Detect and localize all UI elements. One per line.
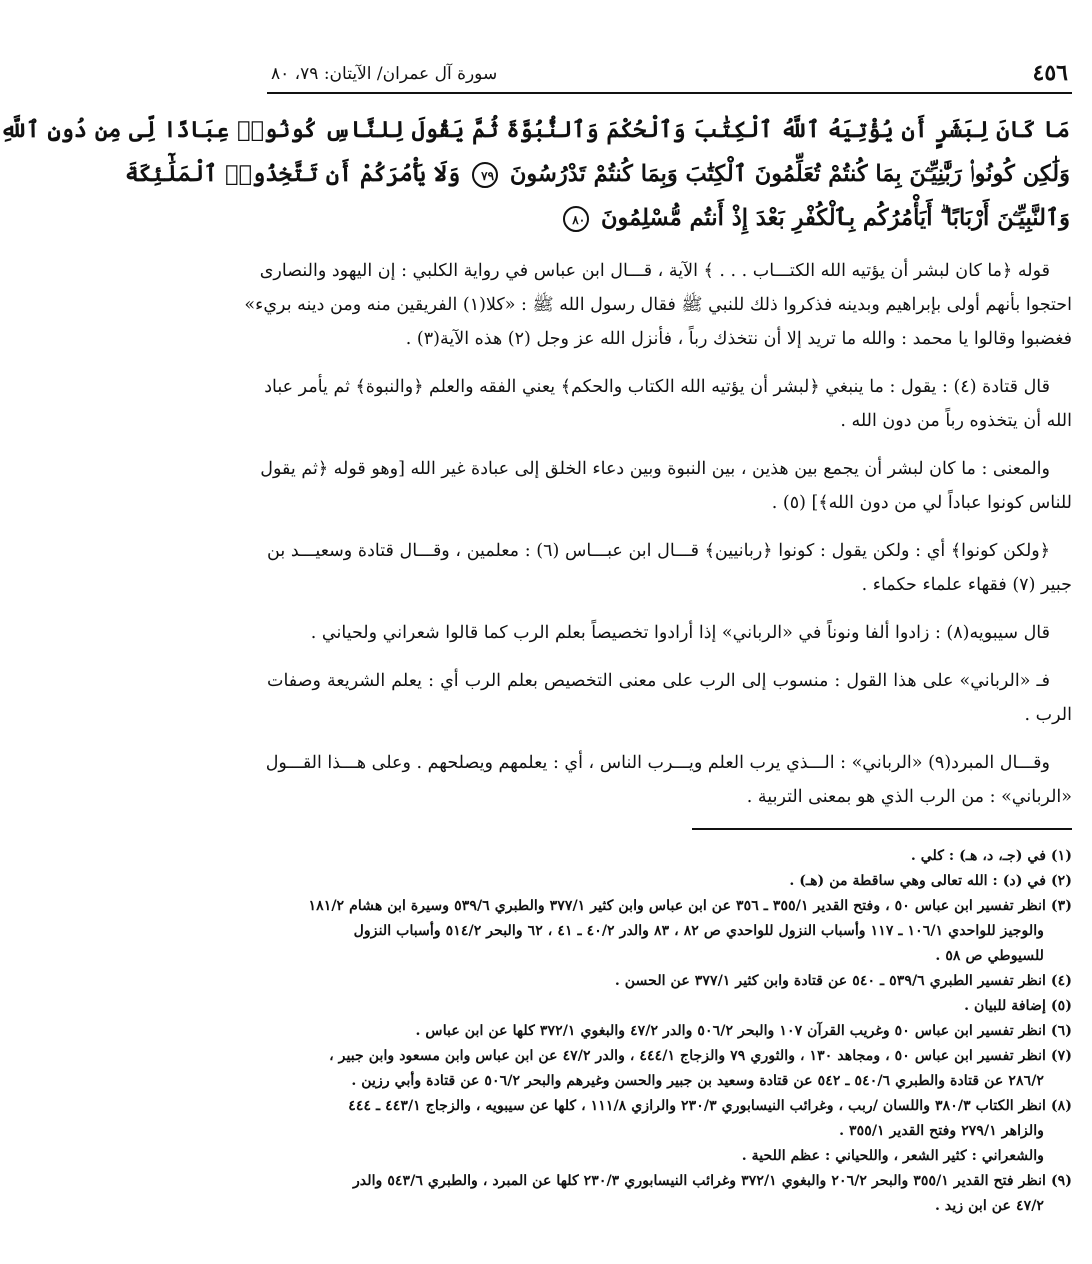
quran-verses [0, 108, 1072, 240]
text-line: والمعنى : ما كان لبشر أن يجمع بين هذين ، بين النبوة وبين دعاء الخلق إلى عبادة غير الله [وهو قوله ﴿ثم يقول [260, 459, 1050, 479]
footnote-line: والوجيز للواحدي ١٠٦/١ ـ ١١٧ وأسباب النزول للواحدي ص ٨٢ ، ٨٣ والدر ٤٠/٢ ـ ٤١ ، ٦٢ والبحر ٥١٤/٢ وأسباب النزول [353, 923, 1044, 939]
text-line: قوله ﴿ما كان لبشر أن يؤتيه الله الكتـــاب . . . ﴾ الآية ، قـــال ابن عباس في رواية الكلبي : إن اليهود والنصارى [259, 261, 1050, 281]
paragraph [267, 746, 1072, 814]
paragraph [267, 534, 1072, 602]
commentary [244, 254, 1072, 814]
quran-text: مَا كَانَ لِبَشَرٍ أَن يُؤْتِيَهُ ٱللَّهُ ٱلْكِتَٰبَ وَٱلْحُكْمَ وَٱلنُّبُوَّةَ ثُمَّ يَقُولَ لِلنَّاسِ كُونُوا۟ عِبَادًا لِّى مِن دُونِ ٱللَّهِ [0, 117, 1070, 143]
text-line: الله أن يتخذوه رباً من دون الله . [840, 411, 1072, 431]
text-line: قال قتادة (٤) : يقول : ما ينبغي ﴿لبشر أن يؤتيه الله الكتاب والحكم﴾ يعني الفقه والعلم ﴿والنبوة﴾ ثم يأمر عباد [264, 377, 1050, 397]
footnote-line: ٢٨٦/٢ عن قتادة والطبري ٥٤٠/٦ ـ ٥٤٢ عن قتادة وسعيد بن جبير والحسن وغيرهم والبحر ٥٠٦/٢ عن قتادة وأبي رزين . [351, 1073, 1044, 1089]
text-line: فـ «الرباني» على هذا القول : منسوب إلى الرب على معنى التخصيص بعلم الرب أي : يعلم الشريعة وصفات [267, 671, 1050, 691]
paragraph [260, 452, 1072, 520]
quran-text: وَلَا يَأْمُرَكُمْ أَن تَتَّخِذُوا۟ ٱلْمَلَٰٓئِكَةَ [124, 161, 461, 187]
quran-line-3 [269, 196, 1070, 240]
footnote-4 [267, 969, 1072, 994]
footnote-5 [267, 994, 1072, 1019]
paragraph [244, 254, 1072, 356]
text-line: جبير (٧) فقهاء علماء حكماء . [861, 575, 1072, 595]
text-line: فغضبوا وقالوا يا محمد : والله ما تريد إلا أن نتخذك رباً ، فأنزل الله عز وجل (٢) هذه الآية(٣) . [405, 329, 1072, 349]
footnote-line: (٧) انظر تفسير ابن عباس ٥٠ ، ومجاهد ١٣٠ ، والثوري ٧٩ والزجاج ٤٤٤/١ ، والدر ٤٧/٢ عن ابن عباس وابن مسعود وابن جبير ، [329, 1048, 1072, 1064]
quran-line-2 [124, 152, 1070, 196]
text-line: وقـــال المبرد(٩) «الرباني» : الـــذي يرب العلم ويـــرب الناس ، أي : يعلمهم ويصلحهم . وعلى هـــذا القـــول [265, 753, 1050, 773]
footnote-line: (٥) إضافة للبيان . [964, 998, 1072, 1014]
text-line: قال سيبويه(٨) : زادوا ألفا ونوناً في «الرباني» إذا أرادوا تخصيصاً بعلم الرب كما قالوا شعراني ولحياني . [310, 623, 1050, 643]
paragraph [264, 370, 1072, 438]
paragraph [267, 664, 1072, 732]
quran-text: وَٱلنَّبِيِّـۧنَ أَرْبَابًا ۗ أَيَأْمُرُكُم بِٱلْكُفْرِ بَعْدَ إِذْ أَنتُم مُّسْلِمُونَ [601, 205, 1070, 231]
aya-number-80: ٨٠ [563, 206, 589, 232]
footnote-9 [267, 1169, 1072, 1219]
footnote-line: (٣) انظر تفسير ابن عباس ٥٠ ، وفتح القدير ٣٥٥/١ ـ ٣٥٦ عن ابن عباس وابن كثير ٣٧٧/١ والطبري ٥٣٩/٦ وسيرة ابن هشام ١٨١/٢ [308, 898, 1072, 914]
page-header [267, 58, 1072, 94]
footnote-line: (١) في (جـ، د، هـ) : كلي . [910, 848, 1072, 864]
footnote-line: (٩) انظر فتح القدير ٣٥٥/١ والبحر ٢٠٦/٢ والبغوي ٣٧٢/١ وغرائب النيسابوري ٢٣٠/٣ كلها عن المبرد ، والطبري ٥٤٣/٦ والدر [352, 1173, 1072, 1189]
text-line: ﴿ولكن كونوا﴾ أي : ولكن يقول : كونوا ﴿ربانيين﴾ قـــال ابن عبـــاس (٦) : معلمين ، وقـــال قتادة وسعيـــد بن [267, 541, 1050, 561]
footnote-3 [267, 894, 1072, 969]
footnotes [267, 844, 1072, 1219]
aya-number-79: ٧٩ [472, 162, 498, 188]
paragraph [267, 616, 1072, 650]
footnote-line: ٤٧/٢ عن ابن زيد . [935, 1198, 1044, 1214]
text-line: «الرباني» : من الرب الذي هو بمعنى التربية . [746, 787, 1072, 807]
quran-line-1 [0, 108, 1070, 152]
footnote-line: (٤) انظر تفسير الطبري ٥٣٩/٦ ـ ٥٤٠ عن قتادة وابن كثير ٣٧٧/١ عن الحسن . [614, 973, 1072, 989]
page-number: ٤٥٦ [1032, 60, 1068, 86]
quran-text: وَلَٰكِن كُونُوا۟ رَبَّٰنِيِّـۧنَ بِمَا كُنتُمْ تُعَلِّمُونَ ٱلْكِتَٰبَ وَبِمَا كُنتُمْ تَدْرُسُونَ [509, 161, 1070, 187]
footnote-2 [267, 869, 1072, 894]
footnote-line: (٨) انظر الكتاب ٣٨٠/٣ واللسان /ربب ، وغرائب النيسابوري ٢٣٠/٣ والرازي ١١١/٨ ، كلها عن سيبويه ، والزجاج ٤٤٣/١ ـ ٤٤٤ [348, 1098, 1072, 1114]
footnote-line: (٦) انظر تفسير ابن عباس ٥٠ وغريب القرآن ١٠٧ والبحر ٥٠٦/٢ والدر ٤٧/٢ والبغوي ٣٧٢/١ كلها عن ابن عباس . [415, 1023, 1072, 1039]
footnote-8 [267, 1094, 1072, 1169]
text-line: الرب . [1024, 705, 1072, 725]
footnote-1 [267, 844, 1072, 869]
footnote-6 [267, 1019, 1072, 1044]
running-head: سورة آل عمران/ الآيتان: ٧٩، ٨٠ [271, 64, 498, 84]
footnote-line: (٢) في (د) : الله تعالى وهي ساقطة من (هـ) . [789, 873, 1072, 889]
footnote-line: والزاهر ٢٧٩/١ وفتح القدير ٣٥٥/١ . [839, 1123, 1044, 1139]
footnote-line: للسيوطي ص ٥٨ . [935, 948, 1044, 964]
footnote-separator [692, 828, 1072, 830]
text-line: للناس كونوا عباداً لي من دون الله﴾] (٥) . [771, 493, 1072, 513]
footnote-line: والشعراني : كثير الشعر ، واللحياني : عظم اللحية . [741, 1148, 1044, 1164]
text-line: احتجوا بأنهم أولى بإبراهيم وبدينه فذكروا ذلك للنبي ﷺ فقال رسول الله ﷺ : «كلا(١) الفريقين منه ومن دينه بريء» [244, 295, 1072, 315]
footnote-7 [267, 1044, 1072, 1094]
book-page [0, 58, 1072, 1248]
